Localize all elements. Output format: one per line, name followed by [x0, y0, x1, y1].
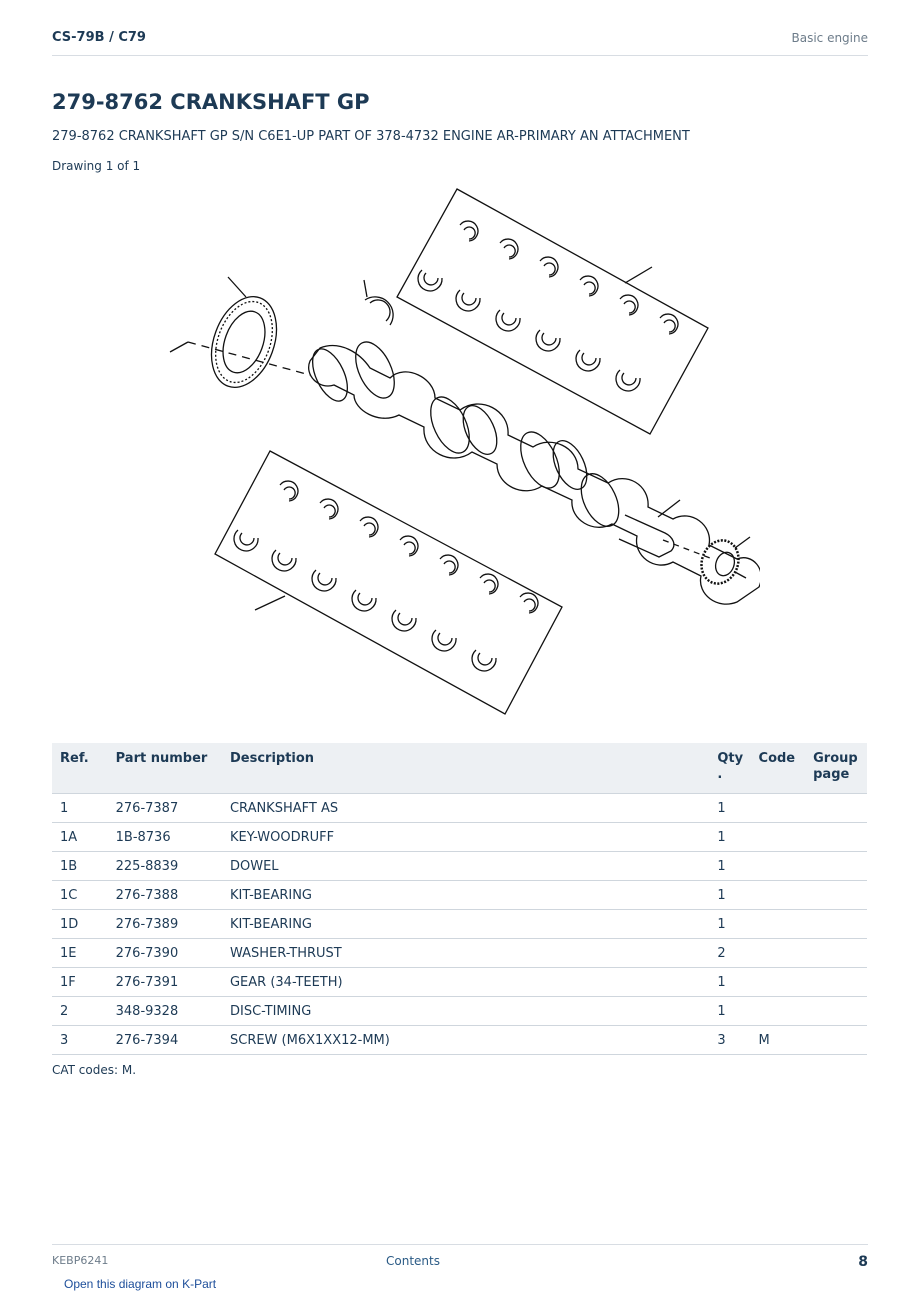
page-footer [52, 1244, 868, 1274]
crankshaft-gear [696, 535, 750, 589]
thrust-washer [364, 280, 393, 325]
contents-link[interactable]: Contents [386, 1254, 440, 1268]
section-name: Basic engine [791, 31, 868, 45]
cell-ref: 1D [52, 910, 108, 939]
cell-description: WASHER-THRUST [222, 939, 709, 968]
table-row [52, 968, 867, 997]
cell-part-number: 276-7389 [108, 910, 222, 939]
cell-description: GEAR (34-TEETH) [222, 968, 709, 997]
table-row [52, 1026, 867, 1055]
cell-group-page [805, 939, 867, 968]
table-row [52, 910, 867, 939]
cat-codes-note: CAT codes: M. [52, 1063, 137, 1077]
cell-group-page [805, 1026, 867, 1055]
cell-qty: 1 [709, 881, 750, 910]
page-header [52, 28, 868, 56]
page-number: 8 [858, 1254, 868, 1270]
breadcrumb: CS-79B / C79 [52, 30, 146, 45]
lower-bearing-kit-box [215, 451, 562, 714]
cell-description: KIT-BEARING [222, 881, 709, 910]
parts-table-body [52, 794, 867, 1055]
open-diagram-link[interactable]: Open this diagram on K-Part [64, 1277, 217, 1291]
cell-description: KIT-BEARING [222, 910, 709, 939]
cell-part-number: 276-7387 [108, 794, 222, 823]
cell-group-page [805, 910, 867, 939]
drawing-label: Drawing 1 of 1 [52, 159, 141, 173]
cell-code [751, 823, 806, 852]
cell-qty: 1 [709, 968, 750, 997]
col-ref: Ref. [52, 743, 108, 794]
cell-group-page [805, 823, 867, 852]
timing-disc [200, 277, 289, 396]
cell-description: DISC-TIMING [222, 997, 709, 1026]
cell-code [751, 881, 806, 910]
document-id: KEBP6241 [52, 1254, 109, 1267]
crankshaft-exploded-diagram [160, 180, 760, 720]
cell-qty: 1 [709, 910, 750, 939]
page-subtitle: 279-8762 CRANKSHAFT GP S/N C6E1-UP PART OF 378-4732 ENGINE AR-PRIMARY AN ATTACHMENT [52, 129, 690, 144]
table-row [52, 881, 867, 910]
cell-code: M [751, 1026, 806, 1055]
cell-qty: 3 [709, 1026, 750, 1055]
col-code: Code [751, 743, 806, 794]
cell-part-number: 276-7391 [108, 968, 222, 997]
cell-ref: 1E [52, 939, 108, 968]
table-row [52, 852, 867, 881]
cell-code [751, 910, 806, 939]
cell-code [751, 939, 806, 968]
cell-description: SCREW (M6X1XX12-MM) [222, 1026, 709, 1055]
cell-qty: 1 [709, 794, 750, 823]
col-group-page: Group page [805, 743, 867, 794]
parts-table [52, 743, 867, 1055]
cell-group-page [805, 968, 867, 997]
cell-part-number: 225-8839 [108, 852, 222, 881]
cell-ref: 1F [52, 968, 108, 997]
cell-ref: 1C [52, 881, 108, 910]
screw [170, 342, 310, 375]
cell-qty: 2 [709, 939, 750, 968]
cell-code [751, 852, 806, 881]
cell-group-page [805, 852, 867, 881]
crankshaft [305, 336, 760, 604]
cell-part-number: 276-7394 [108, 1026, 222, 1055]
col-part-number: Part number [108, 743, 222, 794]
cell-group-page [805, 997, 867, 1026]
cell-ref: 1 [52, 794, 108, 823]
cell-ref: 3 [52, 1026, 108, 1055]
cell-qty: 1 [709, 852, 750, 881]
cell-part-number: 348-9328 [108, 997, 222, 1026]
cell-description: CRANKSHAFT AS [222, 794, 709, 823]
cell-part-number: 1B-8736 [108, 823, 222, 852]
cell-group-page [805, 794, 867, 823]
page-title: 279-8762 CRANKSHAFT GP [52, 90, 370, 114]
cell-part-number: 276-7390 [108, 939, 222, 968]
table-row [52, 997, 867, 1026]
table-header-row [52, 743, 867, 794]
cell-qty: 1 [709, 997, 750, 1026]
cell-ref: 1B [52, 852, 108, 881]
cell-code [751, 794, 806, 823]
table-row [52, 939, 867, 968]
cell-part-number: 276-7388 [108, 881, 222, 910]
col-qty: Qty . [709, 743, 750, 794]
cell-description: KEY-WOODRUFF [222, 823, 709, 852]
cell-qty: 1 [709, 823, 750, 852]
cell-ref: 2 [52, 997, 108, 1026]
table-row [52, 823, 867, 852]
cell-description: DOWEL [222, 852, 709, 881]
cell-code [751, 997, 806, 1026]
cell-group-page [805, 881, 867, 910]
col-description: Description [222, 743, 709, 794]
table-row [52, 794, 867, 823]
cell-ref: 1A [52, 823, 108, 852]
cell-code [751, 968, 806, 997]
